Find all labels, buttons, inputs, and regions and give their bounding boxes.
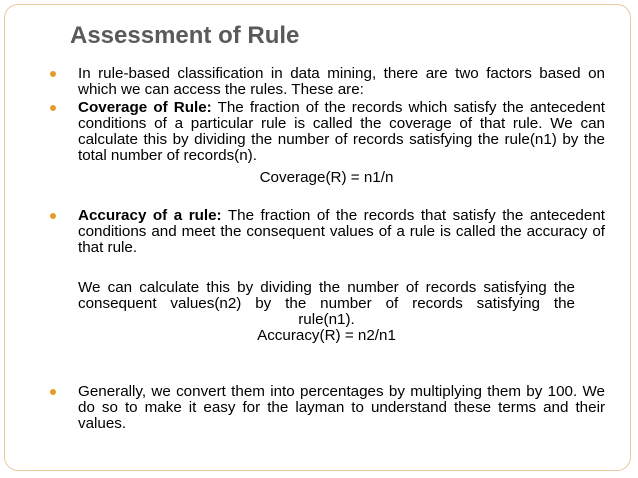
bullet-percentages: [48, 384, 605, 432]
coverage-term: Coverage of Rule:: [78, 99, 212, 116]
coverage-text: The fraction of the records which satisfy the antecedent conditions of a particular rule is called the coverage of that rule. We can calculate this by dividing the number of records satisfying the rule(n1) by the total number of records(n).: [78, 99, 605, 164]
intro-text: In rule-based classification in data mining, there are two factors based on which we can access the rules. These are:: [78, 65, 605, 98]
bullet-intro: [48, 66, 605, 98]
coverage-formula: Coverage(R) = n1/n: [259, 169, 394, 186]
bullet-dot-icon: [50, 389, 56, 395]
bullet-dot-icon: [50, 105, 56, 111]
bullet-coverage: [48, 100, 605, 164]
accuracy-formula: Accuracy(R) = n2/n1: [257, 327, 396, 344]
bullet-accuracy: [48, 208, 605, 256]
accuracy-text: The fraction of the records that satisfy the antecedent conditions and meet the consequent values of a rule is called the accuracy of that rule.: [78, 207, 605, 256]
bullet-dot-icon: [50, 213, 56, 219]
accuracy-term: Accuracy of a rule:: [78, 207, 222, 224]
slide-title: Assessment of Rule: [70, 22, 300, 49]
accuracy-extra: We can calculate this by dividing the number of records satisfying the consequent values(n2) by the number of records satisfying the: [78, 279, 575, 312]
percentages-text: Generally, we convert them into percentages by multiplying them by 100. We do so to make it easy for the layman to understand these terms and their values.: [78, 383, 605, 432]
bullet-dot-icon: [50, 71, 56, 77]
accuracy-extra-tail: rule(n1).: [298, 311, 355, 328]
